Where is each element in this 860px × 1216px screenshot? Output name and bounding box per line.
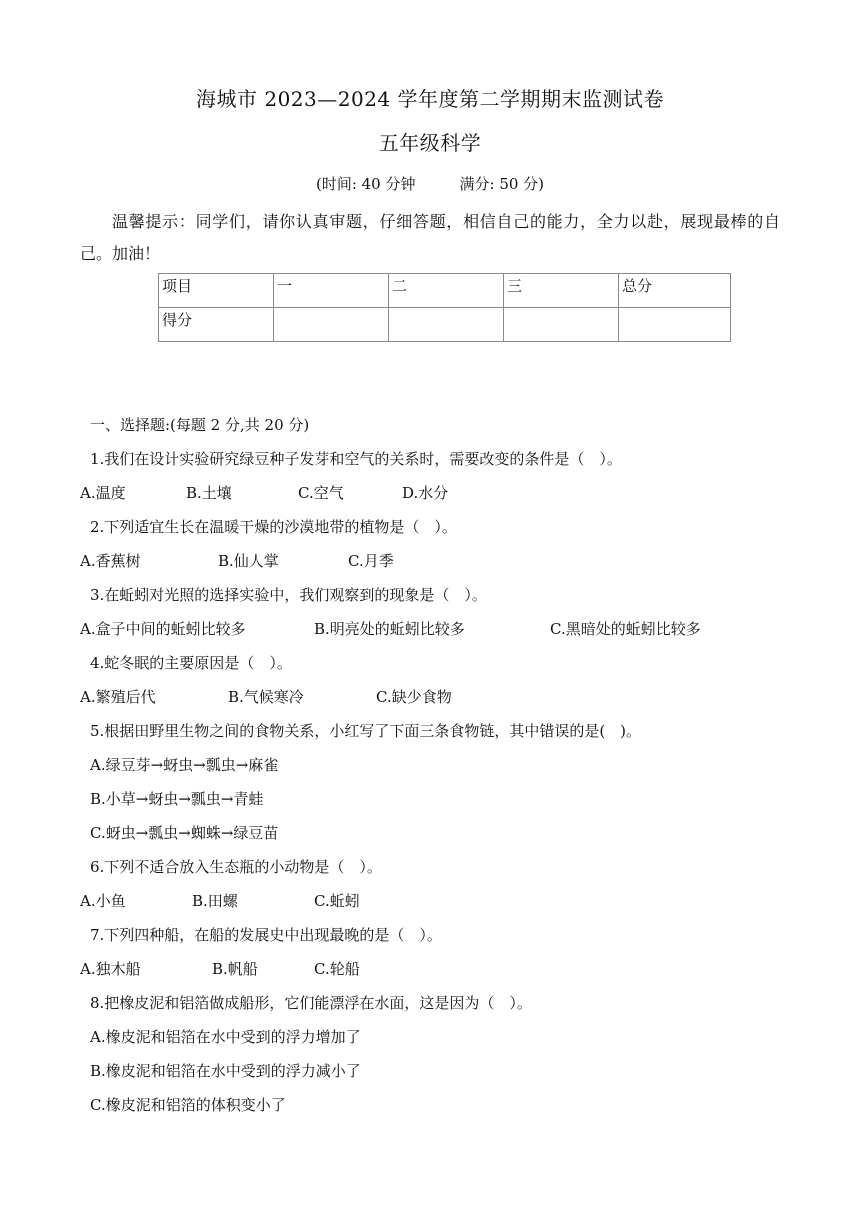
score-input-cell[interactable] bbox=[274, 308, 389, 342]
option: B.仙人掌 bbox=[218, 552, 279, 570]
option: A.独木船 bbox=[80, 960, 141, 978]
option: A.小鱼 bbox=[80, 892, 126, 910]
exam-full-score: 满分: 50 分) bbox=[459, 175, 545, 193]
option: B.帆船 bbox=[212, 960, 258, 978]
question-stem: 4.蛇冬眠的主要原因是（ ）。 bbox=[90, 654, 292, 672]
question-options bbox=[80, 550, 394, 572]
score-table-cell: 一 bbox=[274, 274, 389, 308]
option: A.盒子中间的蚯蚓比较多 bbox=[80, 620, 246, 638]
question-stem: 7.下列四种船，在船的发展史中出现最晚的是（ ）。 bbox=[90, 926, 442, 944]
option: A.繁殖后代 bbox=[80, 688, 156, 706]
option: C.轮船 bbox=[314, 960, 360, 978]
option: B.小草→蚜虫→瓢虫→青蛙 bbox=[90, 790, 264, 808]
exam-time: (时间: 40 分钟 bbox=[315, 175, 416, 193]
question-options bbox=[80, 482, 448, 504]
question-options bbox=[80, 890, 360, 912]
question-stem: 3.在蚯蚓对光照的选择实验中，我们观察到的现象是（ ）。 bbox=[90, 586, 487, 604]
question-stem: 8.把橡皮泥和铝箔做成船形，它们能漂浮在水面，这是因为（ ）。 bbox=[90, 994, 532, 1012]
question-stem: 2.下列适宜生长在温暖干燥的沙漠地带的植物是（ ）。 bbox=[90, 518, 457, 536]
score-table-cell: 总分 bbox=[619, 274, 731, 308]
option: A.温度 bbox=[80, 484, 126, 502]
option: A.香蕉树 bbox=[80, 552, 141, 570]
option: B.土壤 bbox=[186, 484, 232, 502]
option: B.气候寒冷 bbox=[228, 688, 304, 706]
score-input-cell[interactable] bbox=[619, 308, 731, 342]
option: C.黑暗处的蚯蚓比较多 bbox=[550, 620, 701, 638]
score-input-cell[interactable] bbox=[504, 308, 619, 342]
option: C.蚜虫→瓢虫→蜘蛛→绿豆苗 bbox=[90, 824, 279, 842]
question-stem: 5.根据田野里生物之间的食物关系，小红写了下面三条食物链，其中错误的是( )。 bbox=[90, 722, 642, 740]
question-options bbox=[80, 686, 452, 708]
score-table-cell: 三 bbox=[504, 274, 619, 308]
score-table-score-row bbox=[159, 308, 731, 342]
exam-title: 海城市 2023—2024 学年度第二学期期末监测试卷 bbox=[195, 87, 664, 111]
option: C.月季 bbox=[348, 552, 394, 570]
score-table-cell: 项目 bbox=[159, 274, 274, 308]
exam-info bbox=[0, 174, 860, 194]
option: C.缺少食物 bbox=[376, 688, 452, 706]
score-table-cell: 得分 bbox=[159, 308, 274, 342]
option: D.水分 bbox=[402, 484, 449, 502]
warm-tip: 温馨提示：同学们，请你认真审题，仔细答题，相信自己的能力，全力以赴，展现最棒的自己。加油！ bbox=[80, 212, 780, 263]
option: B.橡皮泥和铝箔在水中受到的浮力减小了 bbox=[90, 1062, 361, 1080]
option: B.田螺 bbox=[192, 892, 238, 910]
option: B.明亮处的蚯蚓比较多 bbox=[314, 620, 465, 638]
section-heading: 一、选择题:(每题 2 分,共 20 分) bbox=[90, 416, 310, 434]
score-input-cell[interactable] bbox=[389, 308, 504, 342]
score-table-cell: 二 bbox=[389, 274, 504, 308]
question-options bbox=[80, 958, 360, 980]
exam-subtitle: 五年级科学 bbox=[378, 131, 482, 155]
option: A.绿豆芽→蚜虫→瓢虫→麻雀 bbox=[90, 756, 279, 774]
question-options bbox=[80, 618, 701, 640]
score-table bbox=[158, 273, 731, 342]
option: A.橡皮泥和铝箔在水中受到的浮力增加了 bbox=[90, 1028, 361, 1046]
option: C.空气 bbox=[298, 484, 344, 502]
option: C.蚯蚓 bbox=[314, 892, 360, 910]
question-stem: 1.我们在设计实验研究绿豆种子发芽和空气的关系时，需要改变的条件是（ ）。 bbox=[90, 450, 622, 468]
question-stem: 6.下列不适合放入生态瓶的小动物是（ ）。 bbox=[90, 858, 382, 876]
score-table-header-row bbox=[159, 274, 731, 308]
option: C.橡皮泥和铝箔的体积变小了 bbox=[90, 1096, 286, 1114]
